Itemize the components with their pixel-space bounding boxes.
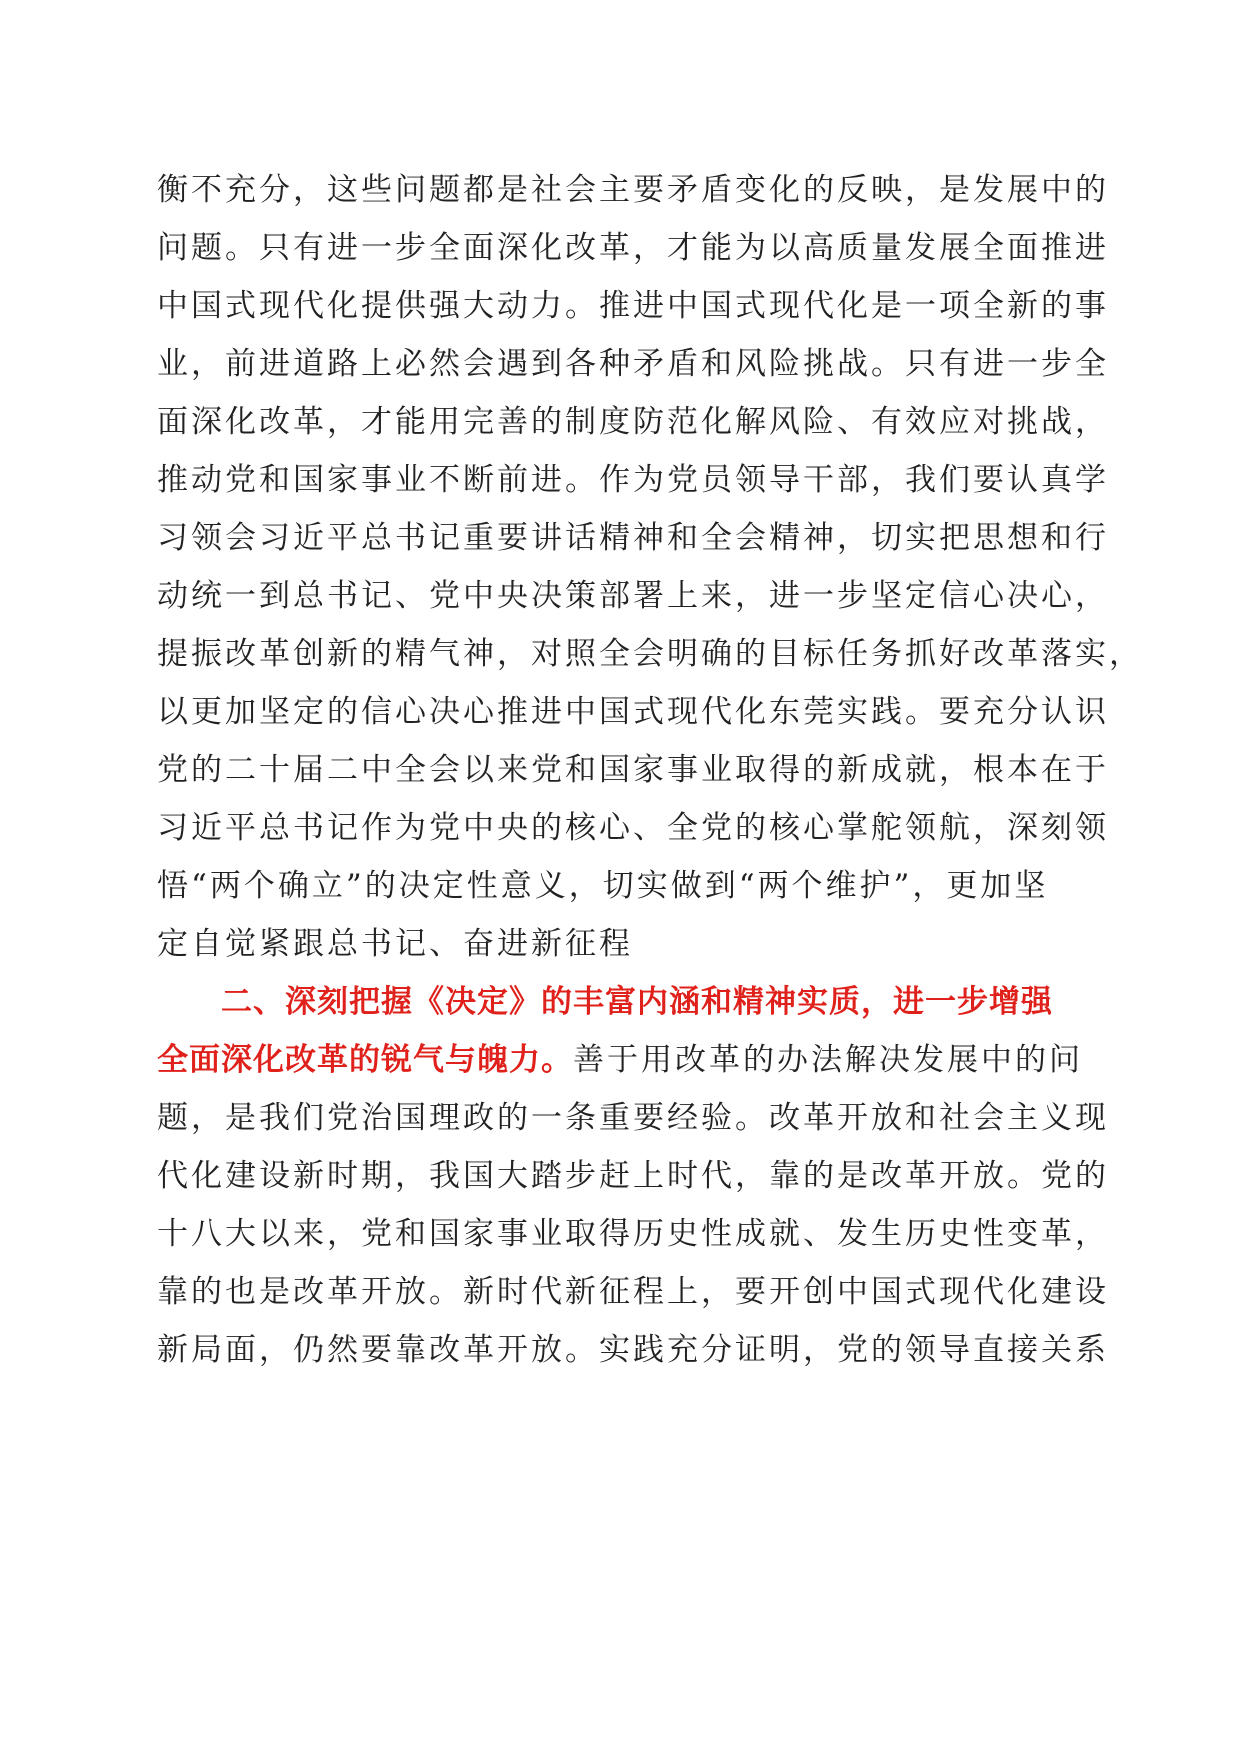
body-line: 动统一到总书记、党中央决策部署上来，进一步坚定信心决心， bbox=[157, 578, 1109, 614]
body-line: 问题。只有进一步全面深化改革，才能为以高质量发展全面推进 bbox=[157, 230, 1109, 266]
body-line: 中国式现代化提供强大动力。推进中国式现代化是一项全新的事 bbox=[157, 288, 1109, 324]
body-line: 悟“两个确立”的决定性意义，切实做到“两个维护”，更加坚 bbox=[157, 868, 1049, 904]
body-line: 推动党和国家事业不断前进。作为党员领导干部，我们要认真学 bbox=[157, 462, 1109, 498]
section-heading-line: 二、深刻把握《决定》的丰富内涵和精神实质，进一步增强 bbox=[221, 984, 1053, 1020]
body-line: 靠的也是改革开放。新时代新征程上，要开创中国式现代化建设 bbox=[157, 1274, 1109, 1310]
body-line: 提振改革创新的精气神，对照全会明确的目标任务抓好改革落实， bbox=[157, 636, 1143, 672]
body-line: 以更加坚定的信心决心推进中国式现代化东莞实践。要充分认识 bbox=[157, 694, 1109, 730]
body-line: 习领会习近平总书记重要讲话精神和全会精神，切实把思想和行 bbox=[157, 520, 1109, 556]
body-line: 十八大以来，党和国家事业取得历史性成就、发生历史性变革， bbox=[157, 1216, 1109, 1252]
section-heading-end: 全面深化改革的锐气与魄力。 bbox=[157, 1042, 573, 1078]
body-line: 代化建设新时期，我国大踏步赶上时代，靠的是改革开放。党的 bbox=[157, 1158, 1109, 1194]
body-line: 定自觉紧跟总书记、奋进新征程 bbox=[157, 926, 633, 962]
body-line: 新局面，仍然要靠改革开放。实践充分证明，党的领导直接关系 bbox=[157, 1332, 1109, 1368]
body-line: 党的二十届二中全会以来党和国家事业取得的新成就，根本在于 bbox=[157, 752, 1109, 788]
body-line: 习近平总书记作为党中央的核心、全党的核心掌舵领航，深刻领 bbox=[157, 810, 1109, 846]
body-text-continuation: 善于用改革的办法解决发展中的问 bbox=[573, 1042, 1083, 1078]
body-line: 业，前进道路上必然会遇到各种矛盾和风险挑战。只有进一步全 bbox=[157, 346, 1109, 382]
section-heading-mixed-line bbox=[157, 1035, 1083, 1085]
body-line: 题，是我们党治国理政的一条重要经验。改革开放和社会主义现 bbox=[157, 1100, 1109, 1136]
body-line: 衡不充分，这些问题都是社会主要矛盾变化的反映，是发展中的 bbox=[157, 172, 1109, 208]
body-line: 面深化改革，才能用完善的制度防范化解风险、有效应对挑战， bbox=[157, 404, 1109, 440]
